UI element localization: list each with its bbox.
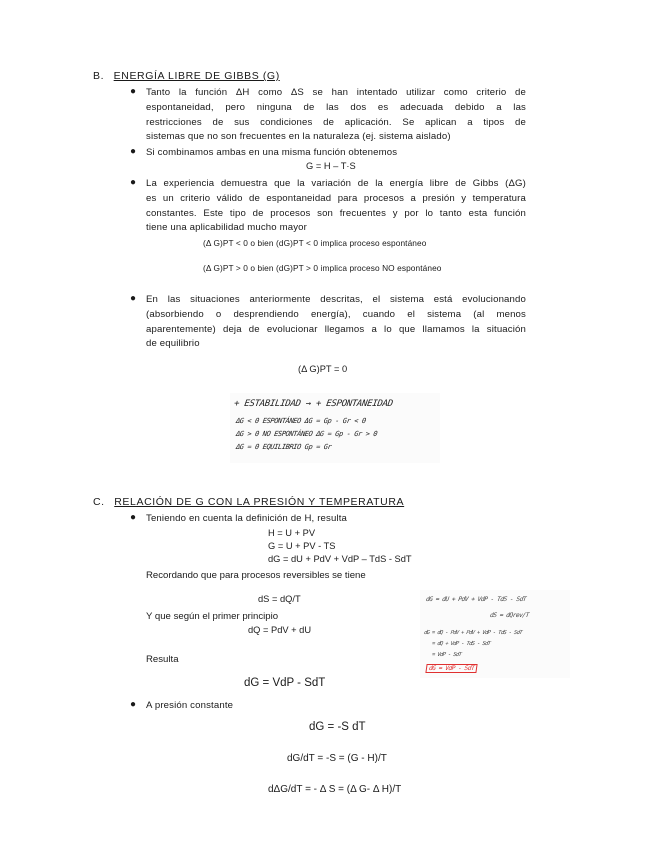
paragraph-line: Si combinamos ambas en una misma función obtenemos bbox=[146, 147, 398, 158]
section-c-heading bbox=[93, 496, 404, 508]
handwritten-line: dS = dQrev/T bbox=[489, 612, 530, 619]
paragraph-line: tiene una aplicabilidad mucho mayor bbox=[146, 222, 307, 234]
handwritten-derivation-note bbox=[420, 590, 570, 678]
paragraph-line: sistemas que no son frecuentes en la naturaleza (ej. sistema aislado) bbox=[146, 131, 451, 143]
handwritten-line: = VdP - SdT bbox=[431, 652, 462, 658]
handwritten-spontaneity-note bbox=[230, 393, 440, 463]
paragraph-line: Tanto la función ΔH como ΔS se han intentado utilizar como criterio de bbox=[146, 87, 526, 98]
dg-equation: dG = VdP - SdT bbox=[244, 677, 326, 689]
paragraph-line: La experiencia demuestra que la variación de la energía libre de Gibbs (ΔG) bbox=[146, 178, 526, 189]
bullet-icon: ● bbox=[130, 177, 137, 188]
non-spontaneous-condition: (Δ G)PT > 0 o bien (dG)PT > 0 implica proceso NO espontáneo bbox=[203, 263, 442, 273]
bullet-icon: ● bbox=[130, 86, 137, 97]
section-b-bullet-1 bbox=[146, 86, 526, 145]
recordando-text: Recordando que para procesos reversibles se tiene bbox=[146, 570, 366, 581]
handwritten-row: ΔG = 0 EQUILIBRIO Gp = Gr bbox=[235, 443, 332, 451]
section-b-title: ENERGÍA LIBRE DE GIBBS (G) bbox=[113, 70, 280, 82]
handwritten-row: ΔG > 0 NO ESPONTÁNEO ΔG = Gp - Gr > 0 bbox=[235, 430, 378, 438]
paragraph-line: A presión constante bbox=[146, 700, 234, 711]
paragraph-line: En las situaciones anteriormente descritas, el sistema está evolucionando bbox=[146, 294, 526, 305]
constant-pressure-eq-2: dG/dT = -S = (G - H)/T bbox=[287, 753, 387, 764]
section-c-letter: C. bbox=[93, 496, 105, 508]
equilibrium-equation: (Δ G)PT = 0 bbox=[298, 364, 348, 374]
bullet-icon: ● bbox=[130, 146, 137, 157]
constant-pressure-eq-1: dG = -S dT bbox=[309, 721, 366, 733]
handwritten-header: + ESTABILIDAD → + ESPONTANEIDAD bbox=[233, 399, 394, 409]
handwritten-line: dG = dQ - PdV + PdV + VdP - TdS - SdT bbox=[423, 630, 523, 636]
bullet-icon: ● bbox=[130, 699, 137, 710]
constant-pressure-eq-3: dΔG/dT = - Δ S = (Δ G- Δ H)/T bbox=[268, 784, 402, 795]
section-b-bullet-3 bbox=[146, 177, 526, 236]
handwritten-result-boxed: dG = VdP - SdT bbox=[425, 664, 477, 673]
equation-line: dG = dU + PdV + VdP – TdS - SdT bbox=[268, 554, 412, 564]
section-b-bullet-2 bbox=[146, 146, 397, 161]
paragraph-line: espontaneidad, pero ninguna de las dos es adecuada debido a las bbox=[146, 101, 526, 113]
spontaneous-condition: (Δ G)PT < 0 o bien (dG)PT < 0 implica proceso espontáneo bbox=[203, 238, 427, 248]
dq-equation: dQ = PdV + dU bbox=[248, 625, 312, 635]
paragraph-line: constantes. Este tipo de procesos son frecuentes y por lo tanto esta función bbox=[146, 207, 526, 219]
paragraph-line: Teniendo en cuenta la definición de H, resulta bbox=[146, 513, 348, 524]
section-c-title: RELACIÓN DE G CON LA PRESIÓN Y TEMPERATURA bbox=[114, 496, 405, 508]
section-b-bullet-4 bbox=[146, 293, 526, 352]
section-b-letter: B. bbox=[93, 70, 105, 82]
enthalpy-equations bbox=[268, 527, 412, 566]
handwritten-line: = dQ + VdP - TdS - SdT bbox=[431, 641, 491, 647]
section-b-heading bbox=[93, 70, 280, 82]
bullet-icon: ● bbox=[130, 512, 137, 523]
paragraph-line: (absorbiendo o desprendiendo energía), cuando el sistema (al menos bbox=[146, 308, 526, 320]
paragraph-line: aparentemente) deja de evolucionar llegamos a lo que llamamos la situación bbox=[146, 323, 526, 335]
handwritten-row: ΔG < 0 ESPONTÁNEO ΔG = Gp - Gr < 0 bbox=[235, 417, 367, 425]
handwritten-line: dG = dU + PdV + VdP - TdS - SdT bbox=[425, 596, 527, 603]
ds-equation: dS = dQ/T bbox=[258, 594, 301, 604]
primer-principio-text: Y que según el primer principio bbox=[146, 611, 279, 622]
section-c-bullet-2 bbox=[146, 699, 233, 714]
paragraph-line: es un criterio válido de espontaneidad para procesos a presión y temperatura bbox=[146, 192, 526, 204]
bullet-icon: ● bbox=[130, 293, 137, 304]
paragraph-line: de equilibrio bbox=[146, 338, 200, 350]
equation-line: H = U + PV bbox=[268, 528, 316, 538]
paragraph-line: restricciones de sus condiciones de aplicación. Se aplican a tipos de bbox=[146, 116, 526, 128]
resulta-text: Resulta bbox=[146, 654, 179, 665]
gibbs-equation: G = H – T·S bbox=[306, 161, 356, 171]
equation-line: G = U + PV - TS bbox=[268, 541, 336, 551]
section-c-bullet-1 bbox=[146, 512, 347, 527]
